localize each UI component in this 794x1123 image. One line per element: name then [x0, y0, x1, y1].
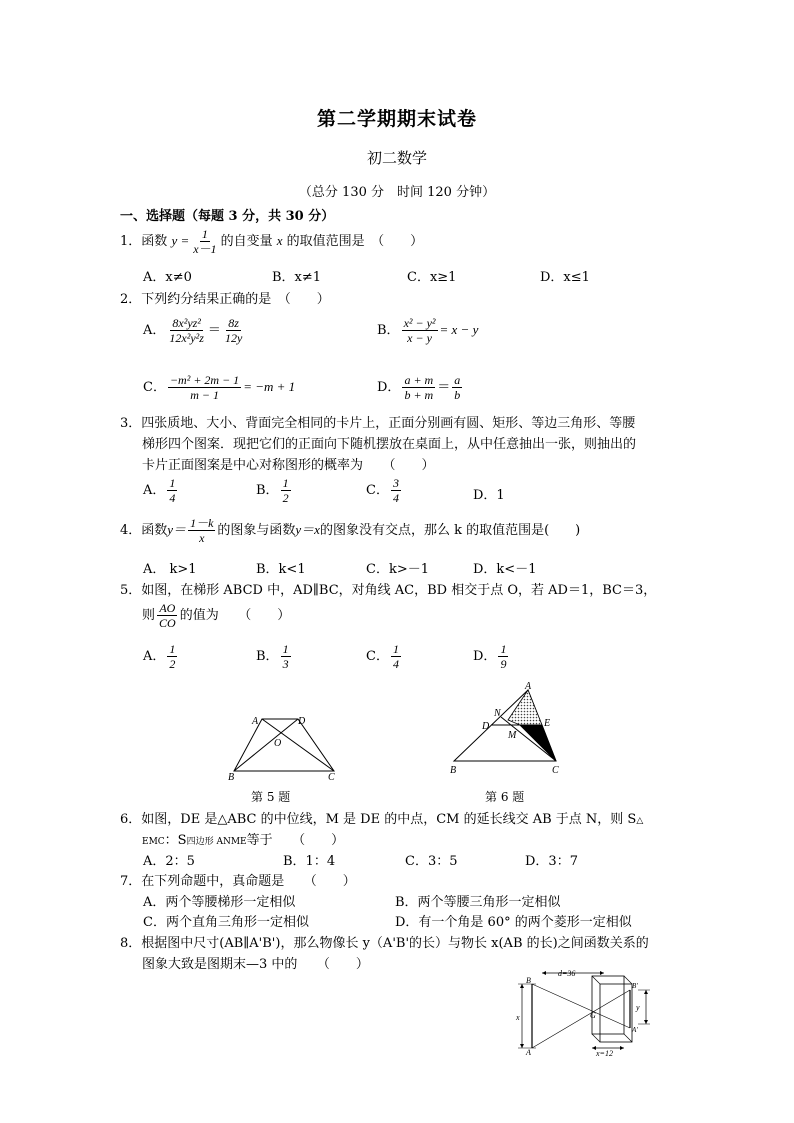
fig6-label-a: A [525, 681, 532, 692]
question-5-line1: 5．如图，在梯形 ABCD 中，AD∥BC，对角线 AC，BD 相交于点 O，若 AD＝1，BC＝3， [120, 583, 657, 598]
page-title: 第二学期期末试卷 [316, 108, 477, 130]
q3-option-c: C． $\frac{3}{4}$ [366, 476, 399, 505]
q6-option-b: B．1：4 [283, 854, 336, 869]
figure-5-caption: 第 5 题 [251, 790, 291, 804]
q4-option-b: B．k<1 [256, 562, 306, 577]
q7-option-a: A．两个等腰梯形一定相似 [143, 895, 296, 910]
q5-option-d: D． $\frac{1}{9}$ [473, 642, 507, 671]
fig8-label-d: d=36 [558, 969, 576, 978]
q3-option-a: A． $\frac{1}{4}$ [143, 476, 176, 505]
question-6-line2: EMC：S四边形 ANME等于 （ ） [142, 833, 345, 848]
question-3-line1: 3．四张质地、大小、背面完全相同的卡片上，正面分别画有圆、矩形、等边三角形、等腰 [120, 416, 636, 431]
q6-option-c: C．3：5 [405, 854, 458, 869]
fig6-label-n: N [494, 708, 501, 719]
q2-option-c: C． $\frac{\text{−m² + 2m − 1}}{m - 1}$ = −m + 1 [143, 373, 296, 402]
question-3-line2: 梯形四个图案．现把它们的正面向下随机摆放在桌面上，从中任意抽出一张，则抽出的 [142, 437, 637, 452]
fig6-label-b: B [450, 765, 457, 776]
q1-option-d: D．x≤1 [540, 270, 590, 285]
question-2-stem: 2．下列约分结果正确的是 （ ） [120, 292, 330, 307]
fig5-label-b: B [228, 772, 235, 782]
q7-option-d: D．有一个角是 60° 的两个菱形一定相似 [395, 915, 632, 930]
question-8-line1: 8．根据图中尺寸(AB∥A'B')，那么物像长 y（A'B'的长）与物长 x(AB 的长)之间函数关系的 [120, 936, 649, 951]
q1-option-b: B．x≠1 [272, 270, 322, 285]
q6-option-d: D．3：7 [525, 854, 578, 869]
q4-option-d: D．k<－1 [473, 562, 537, 577]
question-8-line2: 图象大致是图期末—3 中的 （ ） [142, 957, 369, 972]
fig8-label-a-prime: A' [632, 1026, 638, 1034]
fig8-label-g: G [590, 1011, 596, 1020]
q3-option-d: D．1 [473, 488, 505, 503]
q7-option-c: C．两个直角三角形一定相似 [143, 915, 309, 930]
question-4-stem: 4．函数y＝ $\frac{1-k}{x}$ 的图象与函数y＝x的图象没有交点，那么 k 的取值范围是( ) [120, 516, 581, 545]
q1-option-c: C．x≥1 [407, 270, 457, 285]
q5-option-a: A． $\frac{1}{2}$ [143, 642, 176, 671]
q2-option-a: A． $\frac{\text{8x²yz²}}{\text{12x²y²z}}$ ＝ $\frac{8z}{12y}$ [143, 316, 243, 345]
exam-info: （总分 130 分 时间 120 分钟） [298, 185, 496, 200]
fig5-label-a: A [252, 716, 259, 727]
question-6-line1: 6．如图，DE 是△ABC 的中位线，M 是 DE 的中点，CM 的延长线交 AB 于点 N，则 S△ [120, 812, 644, 827]
fig5-label-d: D [298, 716, 306, 727]
q3-option-b: B． $\frac{1}{2}$ [256, 476, 289, 505]
q4-option-a: A． k>1 [143, 562, 197, 577]
fig6-label-c: C [552, 765, 559, 776]
figure-8-projection [512, 966, 662, 1058]
fig5-label-o: O [274, 738, 282, 749]
q1-option-a: A．x≠0 [143, 270, 192, 285]
figure-5-trapezoid [222, 710, 352, 782]
fig8-label-x: x [516, 1013, 520, 1022]
figure-6-caption: 第 6 题 [485, 790, 525, 804]
q6-option-a: A．2：5 [143, 854, 195, 869]
figure-6-triangle [448, 680, 568, 780]
question-7-stem: 7．在下列命题中，真命题是 （ ） [120, 874, 356, 889]
page-subtitle: 初二数学 [366, 149, 427, 167]
question-3-line3: 卡片正面图案是中心对称图形的概率为 （ ） [142, 458, 435, 473]
question-1-stem: 1．函数 y = $\frac{1}{x-1}$ 的自变量 x 的取值范围是 （ ） [120, 227, 424, 256]
fig8-label-b-prime: B' [632, 982, 638, 990]
fig6-label-d: D [482, 721, 490, 732]
section-heading: 一、选择题（每题 3 分，共 30 分） [120, 209, 335, 224]
fig8-label-b: B [526, 976, 531, 985]
q2-option-d: D． $\frac{a + m}{b + m}$ ＝ $\frac{a}{b}$ [377, 373, 461, 402]
fig6-label-m: M [508, 730, 517, 741]
fig8-label-y: y [636, 1003, 640, 1012]
q5-option-c: C． $\frac{1}{4}$ [366, 642, 399, 671]
fig8-label-x12: x=12 [596, 1049, 613, 1058]
fig5-label-c: C [328, 772, 335, 782]
q5-option-b: B． $\frac{1}{3}$ [256, 642, 289, 671]
q2-option-b: B． $\frac{\text{x² − y²}}{x - y}$ = x − y [377, 316, 479, 345]
q7-option-b: B．两个等腰三角形一定相似 [395, 895, 561, 910]
fig6-label-e: E [544, 718, 551, 729]
question-5-line2: 则 $\frac{AO}{CO}$ 的值为 （ ） [142, 601, 291, 630]
q4-option-c: C．k>－1 [366, 562, 429, 577]
fig8-label-a: A [526, 1048, 531, 1057]
